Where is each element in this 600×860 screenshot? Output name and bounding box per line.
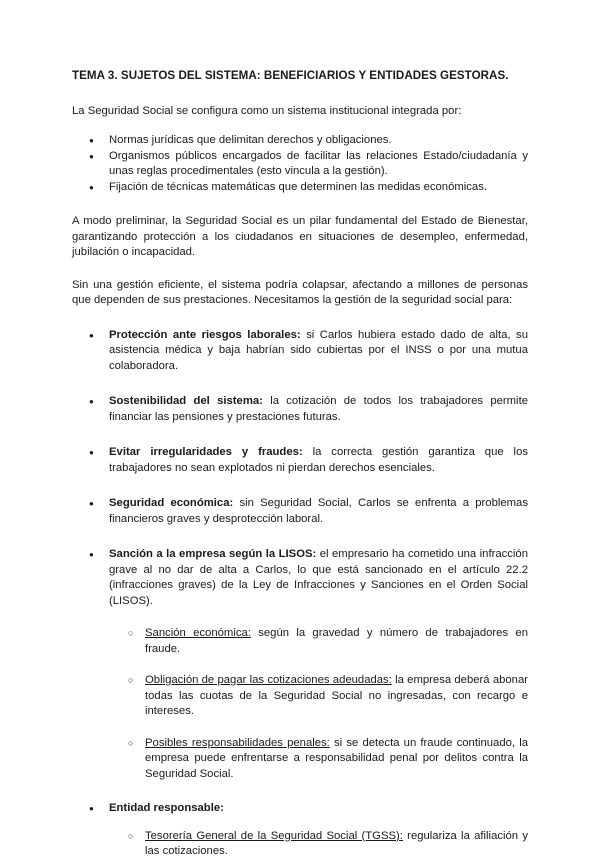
item-label: Entidad responsable:	[109, 802, 224, 814]
preliminary-paragraph: A modo preliminar, la Seguridad Social es un pilar fundamental del Estado de Bienestar, garantizando protección a los ciudadanos en situaciones de desempleo, enfermedad, jubilación o incapacidad.	[72, 215, 528, 258]
document-page	[72, 68, 528, 860]
sub-item-label: Posibles responsabilidades penales:	[145, 736, 330, 749]
sub-item-label: Obligación de pagar las cotizaciones adeudadas:	[145, 674, 392, 686]
list-item: ● Fijación de técnicas matemáticas que determinen las medidas económicas.	[72, 180, 528, 196]
list-item	[72, 328, 528, 375]
sub-list-item	[109, 736, 528, 783]
sub-list-item	[109, 673, 528, 720]
entity-list	[109, 829, 528, 860]
list-item	[72, 445, 528, 476]
reasons-list	[72, 328, 528, 860]
item-label: Sanción a la empresa según la LISOS:	[109, 548, 317, 560]
sanctions-list	[109, 626, 528, 782]
item-label: Sostenibilidad del sistema:	[109, 395, 263, 407]
list-item	[72, 496, 528, 527]
item-text: sin Seguridad Social, Carlos se enfrenta a problemas financieros graves y desprotección laboral.	[109, 497, 528, 525]
item-text: la correcta gestión garantiza que los trabajadores no sean explotados ni pierdan derechos esenciales.	[109, 446, 528, 474]
sub-item-label: Sanción económica:	[145, 627, 251, 639]
management-paragraph: Sin una gestión eficiente, el sistema podría colapsar, afectando a millones de personas que dependen de sus prestaciones. Necesitamos la gestión de la seguridad social para:	[72, 278, 528, 306]
list-item	[72, 547, 528, 782]
item-text: el empresario ha cometido una infracción grave al no dar de alta a Carlos, lo que está sancionado en el artículo 22.2 (infracciones graves) de la Ley de Infracciones y Sanciones en el Orden Social (LISOS).	[109, 548, 528, 607]
intro-paragraph: La Seguridad Social se configura como un sistema institucional integrada por:	[72, 104, 462, 117]
intro-list	[72, 133, 528, 195]
item-text: la cotización de todos los trabajadores permite financiar las pensiones y prestaciones futuras.	[109, 395, 528, 423]
sub-item-text: si se detecta un fraude continuado, la empresa puede enfrentarse a responsabilidad penal por delitos contra la Seguridad Social.	[145, 736, 528, 780]
item-label: Seguridad económica:	[109, 497, 234, 509]
sub-item-text: la empresa deberá abonar todas las cuotas de la Seguridad Social no ingresadas, con recargo e intereses.	[145, 674, 529, 717]
item-text: si Carlos hubiera estado dado de alta, su asistencia médica y baja habrían sido cubiertas por el INSS o por una mutua colaboradora.	[109, 328, 528, 372]
list-item: ● Normas jurídicas que delimitan derechos y obligaciones.	[72, 133, 528, 149]
document-title: TEMA 3. SUJETOS DEL SISTEMA: BENEFICIARIOS Y ENTIDADES GESTORAS.	[72, 69, 509, 82]
sub-item-label: Tesorería General de la Seguridad Social (TGSS):	[145, 829, 403, 842]
list-item	[72, 801, 528, 860]
sub-item-text: regulariza la afiliación y las cotizaciones.	[145, 829, 528, 857]
list-item	[72, 394, 528, 425]
sub-item-text: según la gravedad y número de trabajadores en fraude.	[145, 627, 528, 655]
item-label: Protección ante riesgos laborales:	[109, 328, 301, 341]
list-item: ● Organismos públicos encargados de facilitar las relaciones Estado/ciudadanía y unas reglas procedimentales (esto vincula a la gestión).	[72, 149, 528, 180]
sub-list-item	[109, 626, 528, 657]
sub-list-item	[109, 829, 528, 860]
item-label: Evitar irregularidades y fraudes:	[109, 446, 303, 458]
